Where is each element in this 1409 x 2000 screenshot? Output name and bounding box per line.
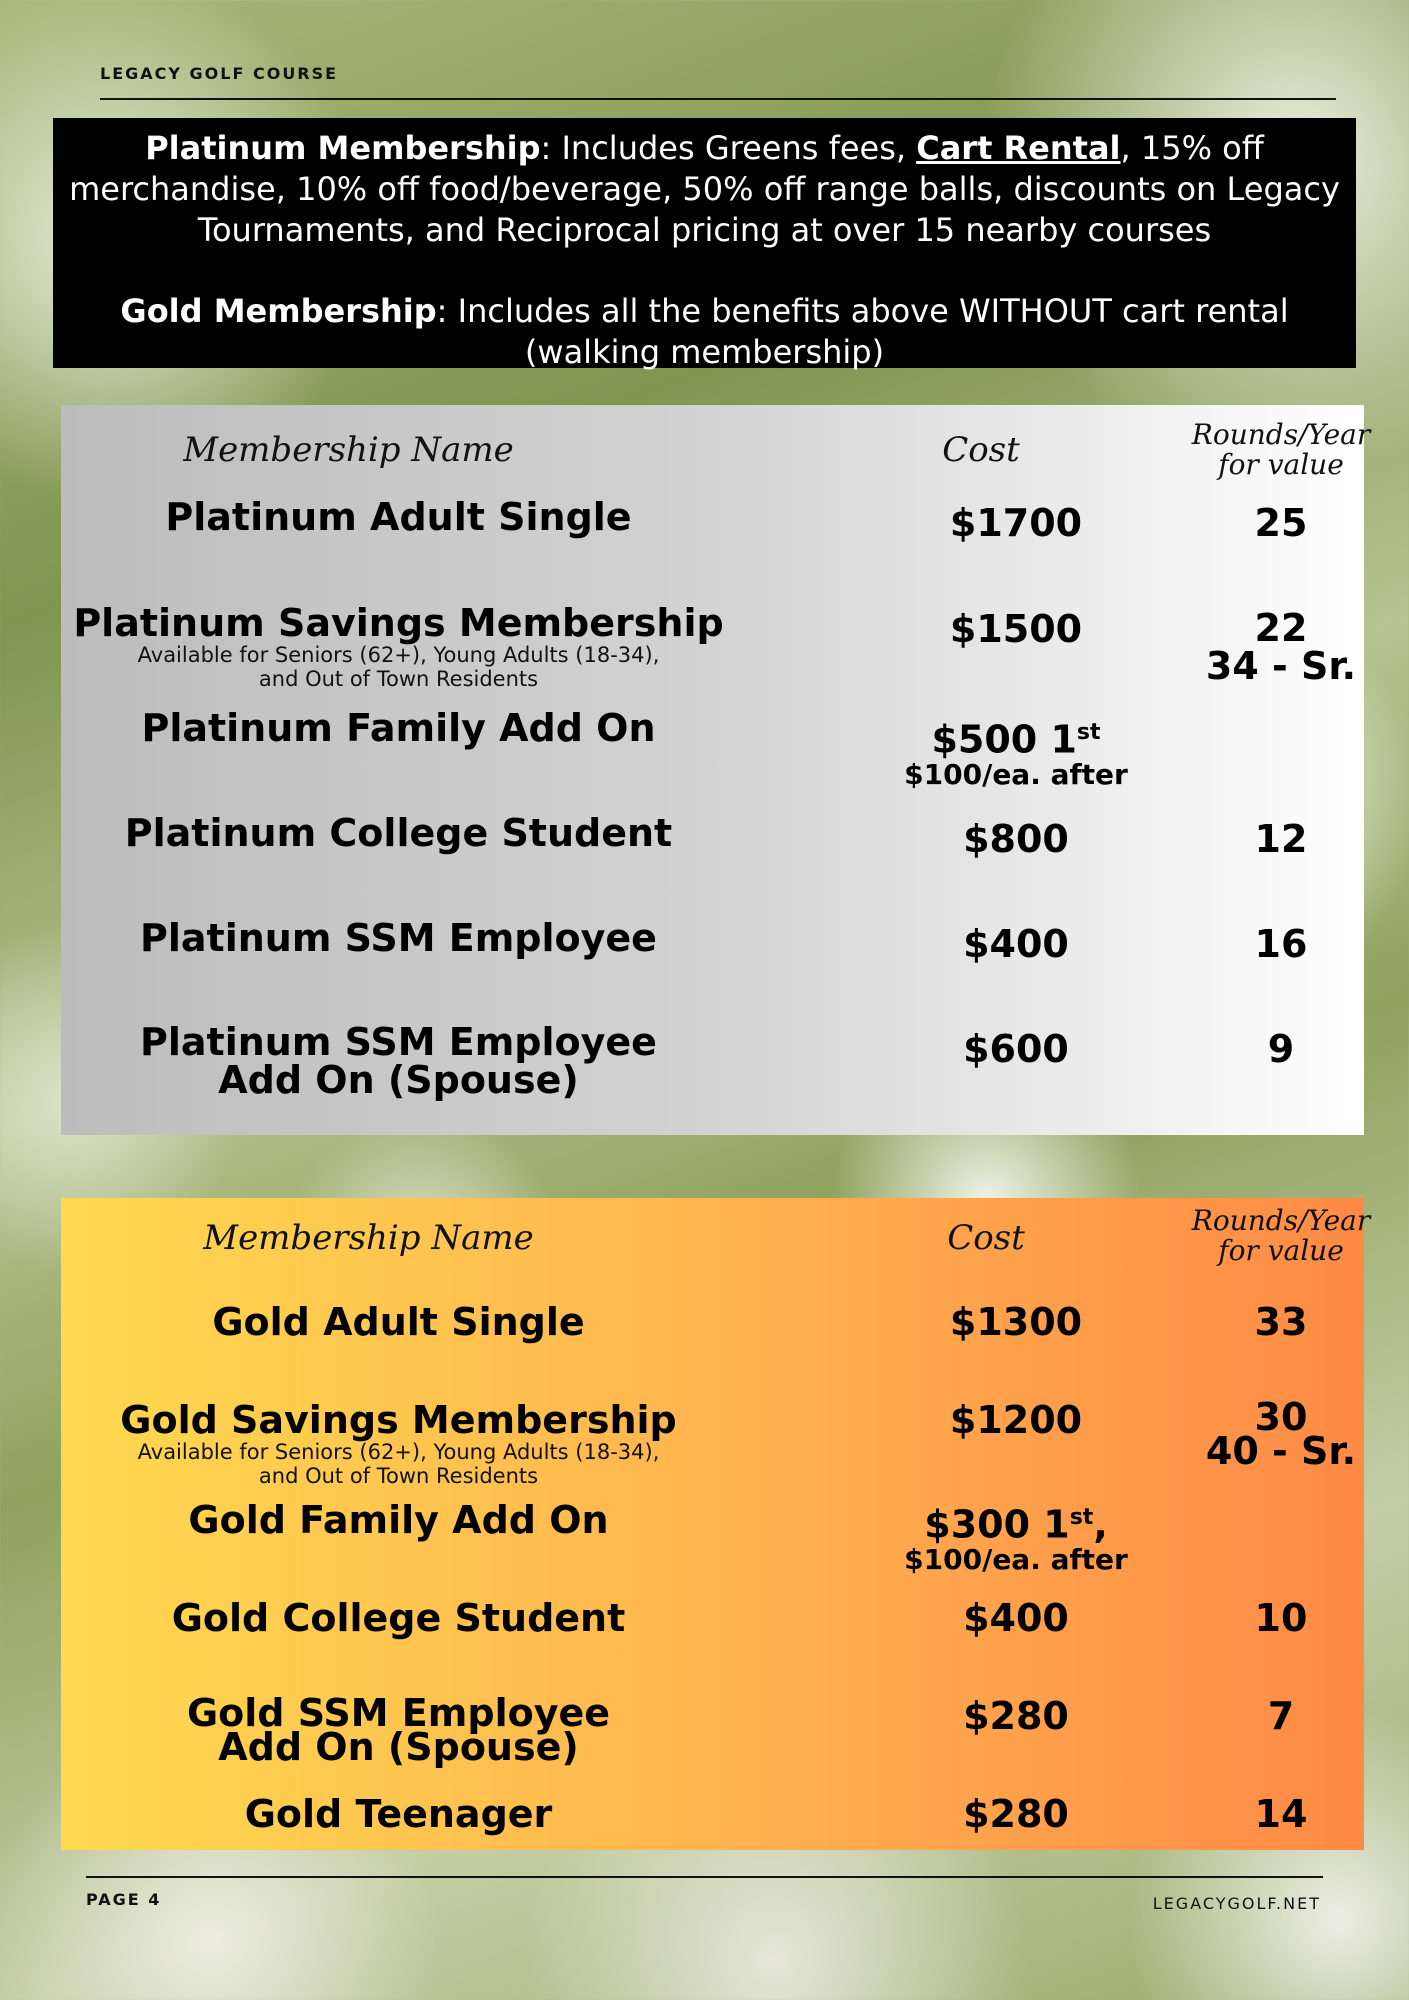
rounds-line2: 34 - Sr. <box>1205 644 1357 688</box>
platinum-title: Platinum Membership <box>145 129 541 167</box>
cost-comma: , <box>1093 1502 1108 1547</box>
row-note-line2: and Out of Town Residents <box>258 667 539 691</box>
gold-text: : Includes all the benefits above WITHOUT cart rental (walking membership) <box>436 292 1289 371</box>
table-row-rounds: 10 <box>1254 1596 1308 1640</box>
row-note-line2: and Out of Town Residents <box>258 1464 539 1488</box>
table-row-rounds: 9 <box>1267 1027 1295 1071</box>
rounds-line1: 22 <box>1254 606 1308 650</box>
cart-rental-text: Cart Rental <box>916 129 1121 167</box>
cost-line2: $100/ea. after <box>904 757 1128 791</box>
table-row-name: Platinum Family Add On <box>141 706 656 750</box>
gold-title: Gold Membership <box>120 292 437 330</box>
table-row-rounds: 12 <box>1254 817 1308 861</box>
table-row-cost: $600 <box>963 1027 1069 1071</box>
row-name-text: Gold Savings Membership <box>120 1398 677 1442</box>
table-row-name <box>61 1020 736 1102</box>
page-number: PAGE 4 <box>86 1890 162 1909</box>
column-header-rounds <box>1151 420 1409 480</box>
website-link[interactable]: LEGACYGOLF.NET <box>1152 1894 1321 1913</box>
column-header-name: Membership Name <box>203 1218 534 1258</box>
rounds-line1: 30 <box>1254 1395 1308 1439</box>
platinum-description <box>53 128 1356 251</box>
table-row-cost: $400 <box>963 922 1069 966</box>
cost-superscript: st <box>1076 720 1101 745</box>
column-header-cost: Cost <box>942 430 1020 470</box>
table-row-cost: $800 <box>963 817 1069 861</box>
table-row-rounds: 33 <box>1254 1300 1308 1344</box>
table-row-cost <box>831 1498 1201 1575</box>
table-row-cost: $1500 <box>949 607 1083 651</box>
table-row-name: Platinum Adult Single <box>165 495 632 539</box>
gold-description <box>53 291 1356 373</box>
row-name-line2: Add On (Spouse) <box>218 1058 579 1102</box>
table-row-name: Gold Family Add On <box>188 1498 609 1542</box>
table-row-name <box>61 603 736 691</box>
platinum-text-b: , 15% off merchandise, 10% off food/beverage, 50% off range balls, discounts on Legacy Tournaments, and Reciprocal pricing at over 15 nearby courses <box>69 129 1340 249</box>
table-row-rounds: 7 <box>1267 1694 1295 1738</box>
cost-main: $500 1 <box>931 717 1077 762</box>
table-row-name <box>61 1691 736 1769</box>
table-row-cost: $280 <box>963 1792 1069 1836</box>
platinum-text-a: : Includes Greens fees, <box>540 129 917 167</box>
row-name-line1: Platinum SSM Employee <box>140 1020 657 1064</box>
rounds-header-line2: for value <box>1218 448 1344 481</box>
row-name-line1: Gold SSM Employee <box>186 1691 611 1735</box>
table-row-rounds: 25 <box>1254 501 1308 545</box>
row-note-line1: Available for Seniors (62+), Young Adults (18-34), <box>137 1440 660 1464</box>
row-name-text: Platinum Savings Membership <box>73 601 724 645</box>
table-row-name: Platinum College Student <box>124 811 673 855</box>
header-rule <box>100 98 1336 100</box>
table-row-rounds: 16 <box>1254 922 1308 966</box>
header-title: LEGACY GOLF COURSE <box>100 64 339 83</box>
cost-superscript: st <box>1069 1505 1094 1530</box>
row-name-line2: Add On (Spouse) <box>218 1725 579 1769</box>
cost-main: $300 1 <box>924 1502 1070 1547</box>
table-row-name: Gold Teenager <box>244 1792 553 1836</box>
rounds-header-line2: for value <box>1218 1234 1344 1267</box>
table-row-cost: $1700 <box>949 501 1083 545</box>
membership-info-box <box>53 118 1356 371</box>
table-row-rounds <box>1181 606 1381 688</box>
table-row-name: Gold College Student <box>171 1596 626 1640</box>
table-row-cost <box>831 713 1201 790</box>
platinum-table <box>61 405 1371 1135</box>
table-row-cost: $1300 <box>949 1300 1083 1344</box>
rounds-header-line1: Rounds/Year <box>1191 418 1371 451</box>
table-row-name: Platinum SSM Employee <box>140 916 657 960</box>
table-row-name <box>61 1400 736 1488</box>
rounds-header-line1: Rounds/Year <box>1191 1204 1371 1237</box>
footer-rule <box>86 1876 1323 1878</box>
table-row-cost: $400 <box>963 1596 1069 1640</box>
row-note-line1: Available for Seniors (62+), Young Adults (18-34), <box>137 643 660 667</box>
table-row-rounds <box>1181 1395 1381 1473</box>
cost-line2: $100/ea. after <box>904 1542 1128 1576</box>
column-header-rounds <box>1151 1206 1409 1266</box>
table-row-name: Gold Adult Single <box>212 1300 585 1344</box>
table-row-cost: $280 <box>963 1694 1069 1738</box>
column-header-cost: Cost <box>947 1218 1025 1258</box>
table-row-rounds: 14 <box>1254 1792 1308 1836</box>
table-row-cost: $1200 <box>949 1398 1083 1442</box>
rounds-line2: 40 - Sr. <box>1205 1429 1357 1473</box>
column-header-name: Membership Name <box>183 430 514 470</box>
gold-table <box>61 1198 1371 1850</box>
